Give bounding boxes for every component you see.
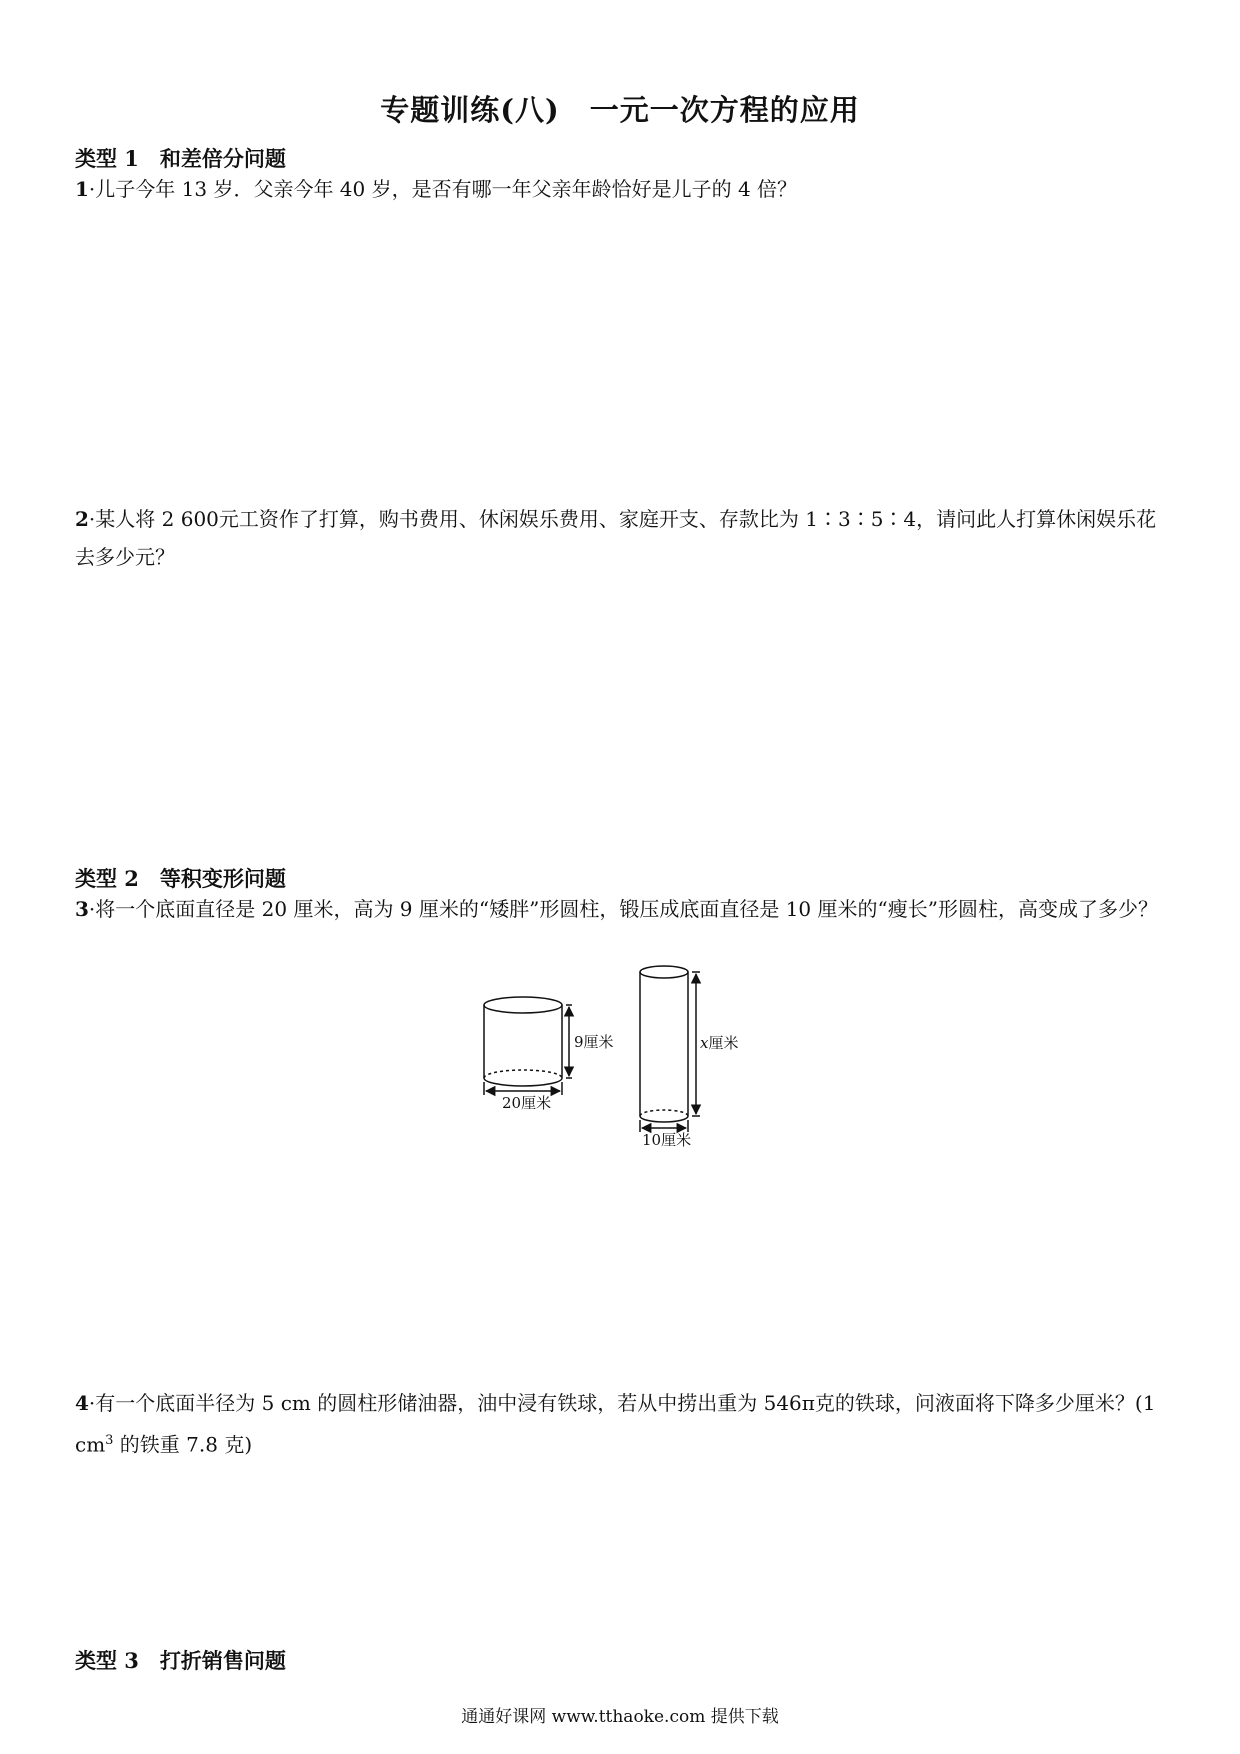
- question-text: ·将一个底面直径是 20 厘米，高为 9 厘米的“矮胖”形圆柱，锻压成底面直径是 10 厘米的“瘦长”形圆柱，高变成了多少？: [88, 897, 1158, 921]
- section-heading-1: 类型 1 和差倍分问题: [75, 146, 286, 171]
- question-number: 4: [75, 1391, 89, 1415]
- section-heading-2: 类型 2 等积变形问题: [75, 866, 286, 891]
- short-height-label: 9厘米: [574, 1033, 614, 1051]
- footer-text: 通通好课网 www.tthaoke.com 提供下载: [461, 1707, 779, 1727]
- tall-cylinder-top: [640, 966, 688, 978]
- tall-width-label: 10厘米: [642, 1131, 692, 1149]
- question-number: 1: [75, 177, 89, 201]
- question-text-end: 的铁重 7.8 克): [113, 1432, 253, 1457]
- superscript: 3: [105, 1433, 114, 1448]
- question-text: ·某人将 2 600元工资作了打算，购书费用、休闲娱乐费用、家庭开支、存款比为 1∶3∶5∶4，请问此人打算休闲娱乐花去多少元？: [75, 507, 1157, 569]
- section-heading-3: 类型 3 打折销售问题: [75, 1648, 286, 1673]
- question-4: [75, 1384, 1170, 1464]
- question-2: [75, 500, 1170, 576]
- question-3: [75, 890, 1170, 928]
- question-number: 3: [75, 897, 89, 921]
- question-number: 2: [75, 507, 89, 531]
- question-text: ·有一个底面半径为 5 cm 的圆柱形储油器，油中浸有铁球，若从中捞出重为 546π克的铁球，问液面将下降多少厘米？(1 cm: [75, 1391, 1156, 1457]
- short-cylinder-top: [484, 997, 562, 1013]
- tall-height-label: x厘米: [700, 1034, 739, 1052]
- question-1: [75, 170, 1170, 208]
- page-title: 专题训练(八) 一元一次方程的应用: [380, 93, 860, 127]
- short-width-label: 20厘米: [502, 1094, 552, 1112]
- question-text: ·儿子今年 13 岁．父亲今年 40 岁，是否有哪一年父亲年龄恰好是儿子的 4 倍？: [88, 177, 798, 201]
- cylinders-figure: [480, 960, 740, 1150]
